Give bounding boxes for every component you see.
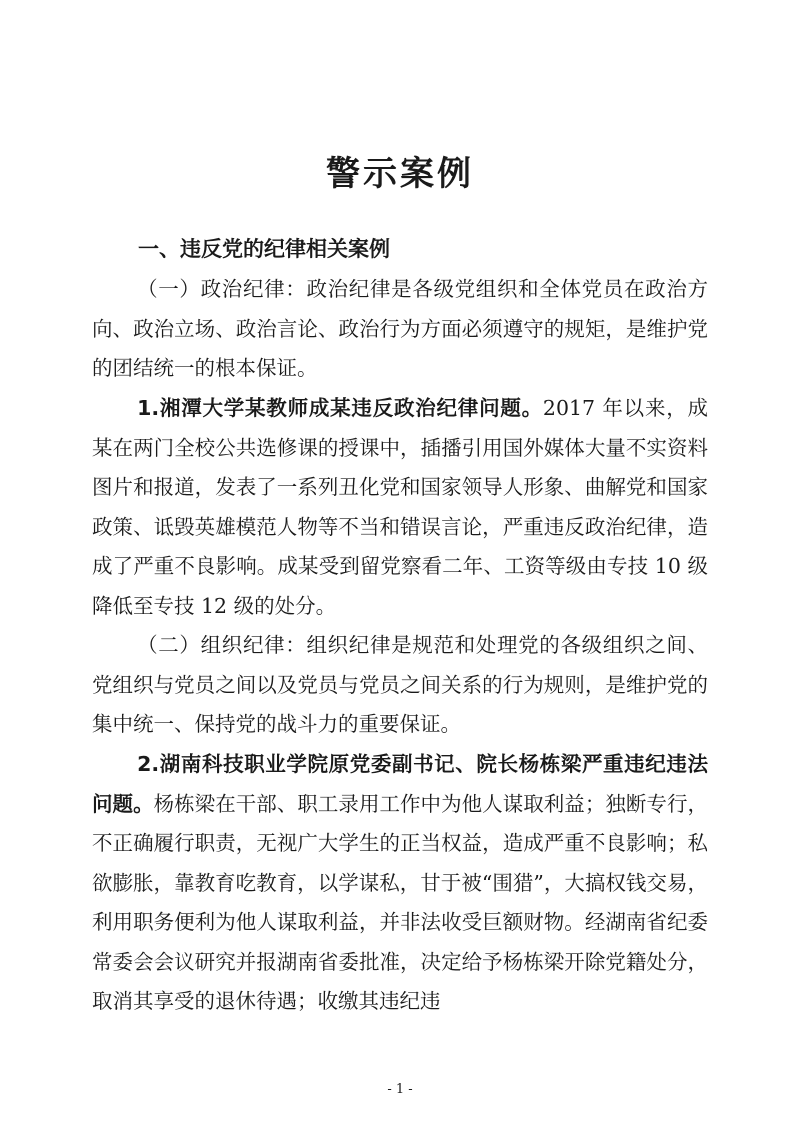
case-2-paragraph (92, 745, 708, 1022)
case-1-heading: 1.湘潭大学某教师成某违反政治纪律问题。 (137, 396, 543, 420)
case-1-body: 2017 年以来，成某在两门全校公共选修课的授课中，插播引用国外媒体大量不实资料图片和报道，发表了一系列丑化党和国家领导人形象、曲解党和国家政策、诋毁英雄模范人物等不当和错误言论，严重违反政治纪律，造成了严重不良影响。成某受到留党察看二年、工资等级由专技 10 级降低至专技 12 级的处分。 (92, 396, 708, 618)
section-heading: 一、违反党的纪律相关案例 (138, 237, 390, 261)
page-number: - 1 - (387, 1082, 413, 1097)
case-1-paragraph (92, 389, 708, 626)
case-2-body: 杨栋梁在干部、职工录用工作中为他人谋取利益；独断专行，不正确履行职责，无视广大学生的正当权益，造成严重不良影响；私欲膨胀，靠教育吃教育，以学谋私，甘于被“围猎”，大搞权钱交易，利用职务便利为他人谋取利益，并非法收受巨额财物。经湖南省纪委常委会会议研究并报湖南省委批准，决定给予杨栋梁开除党籍处分，取消其享受的退休待遇；收缴其违纪违 (92, 791, 709, 1013)
case-2-heading: 2.湖南科技职业学院原党委副书记、院长杨栋梁严重违纪违法问题。 (92, 752, 708, 816)
page-title: 警示案例 (326, 154, 474, 194)
paragraph-political-discipline: （一）政治纪律：政治纪律是各级党组织和全体党员在政治方向、政治立场、政治言论、政治行为方面必须遵守的规矩，是维护党的团结统一的根本保证。 (92, 277, 708, 380)
paragraph-organizational-discipline: （二）组织纪律：组织纪律是规范和处理党的各级组织之间、党组织与党员之间以及党员与党员之间关系的行为规则，是维护党的集中统一、保持党的战斗力的重要保证。 (92, 633, 708, 736)
